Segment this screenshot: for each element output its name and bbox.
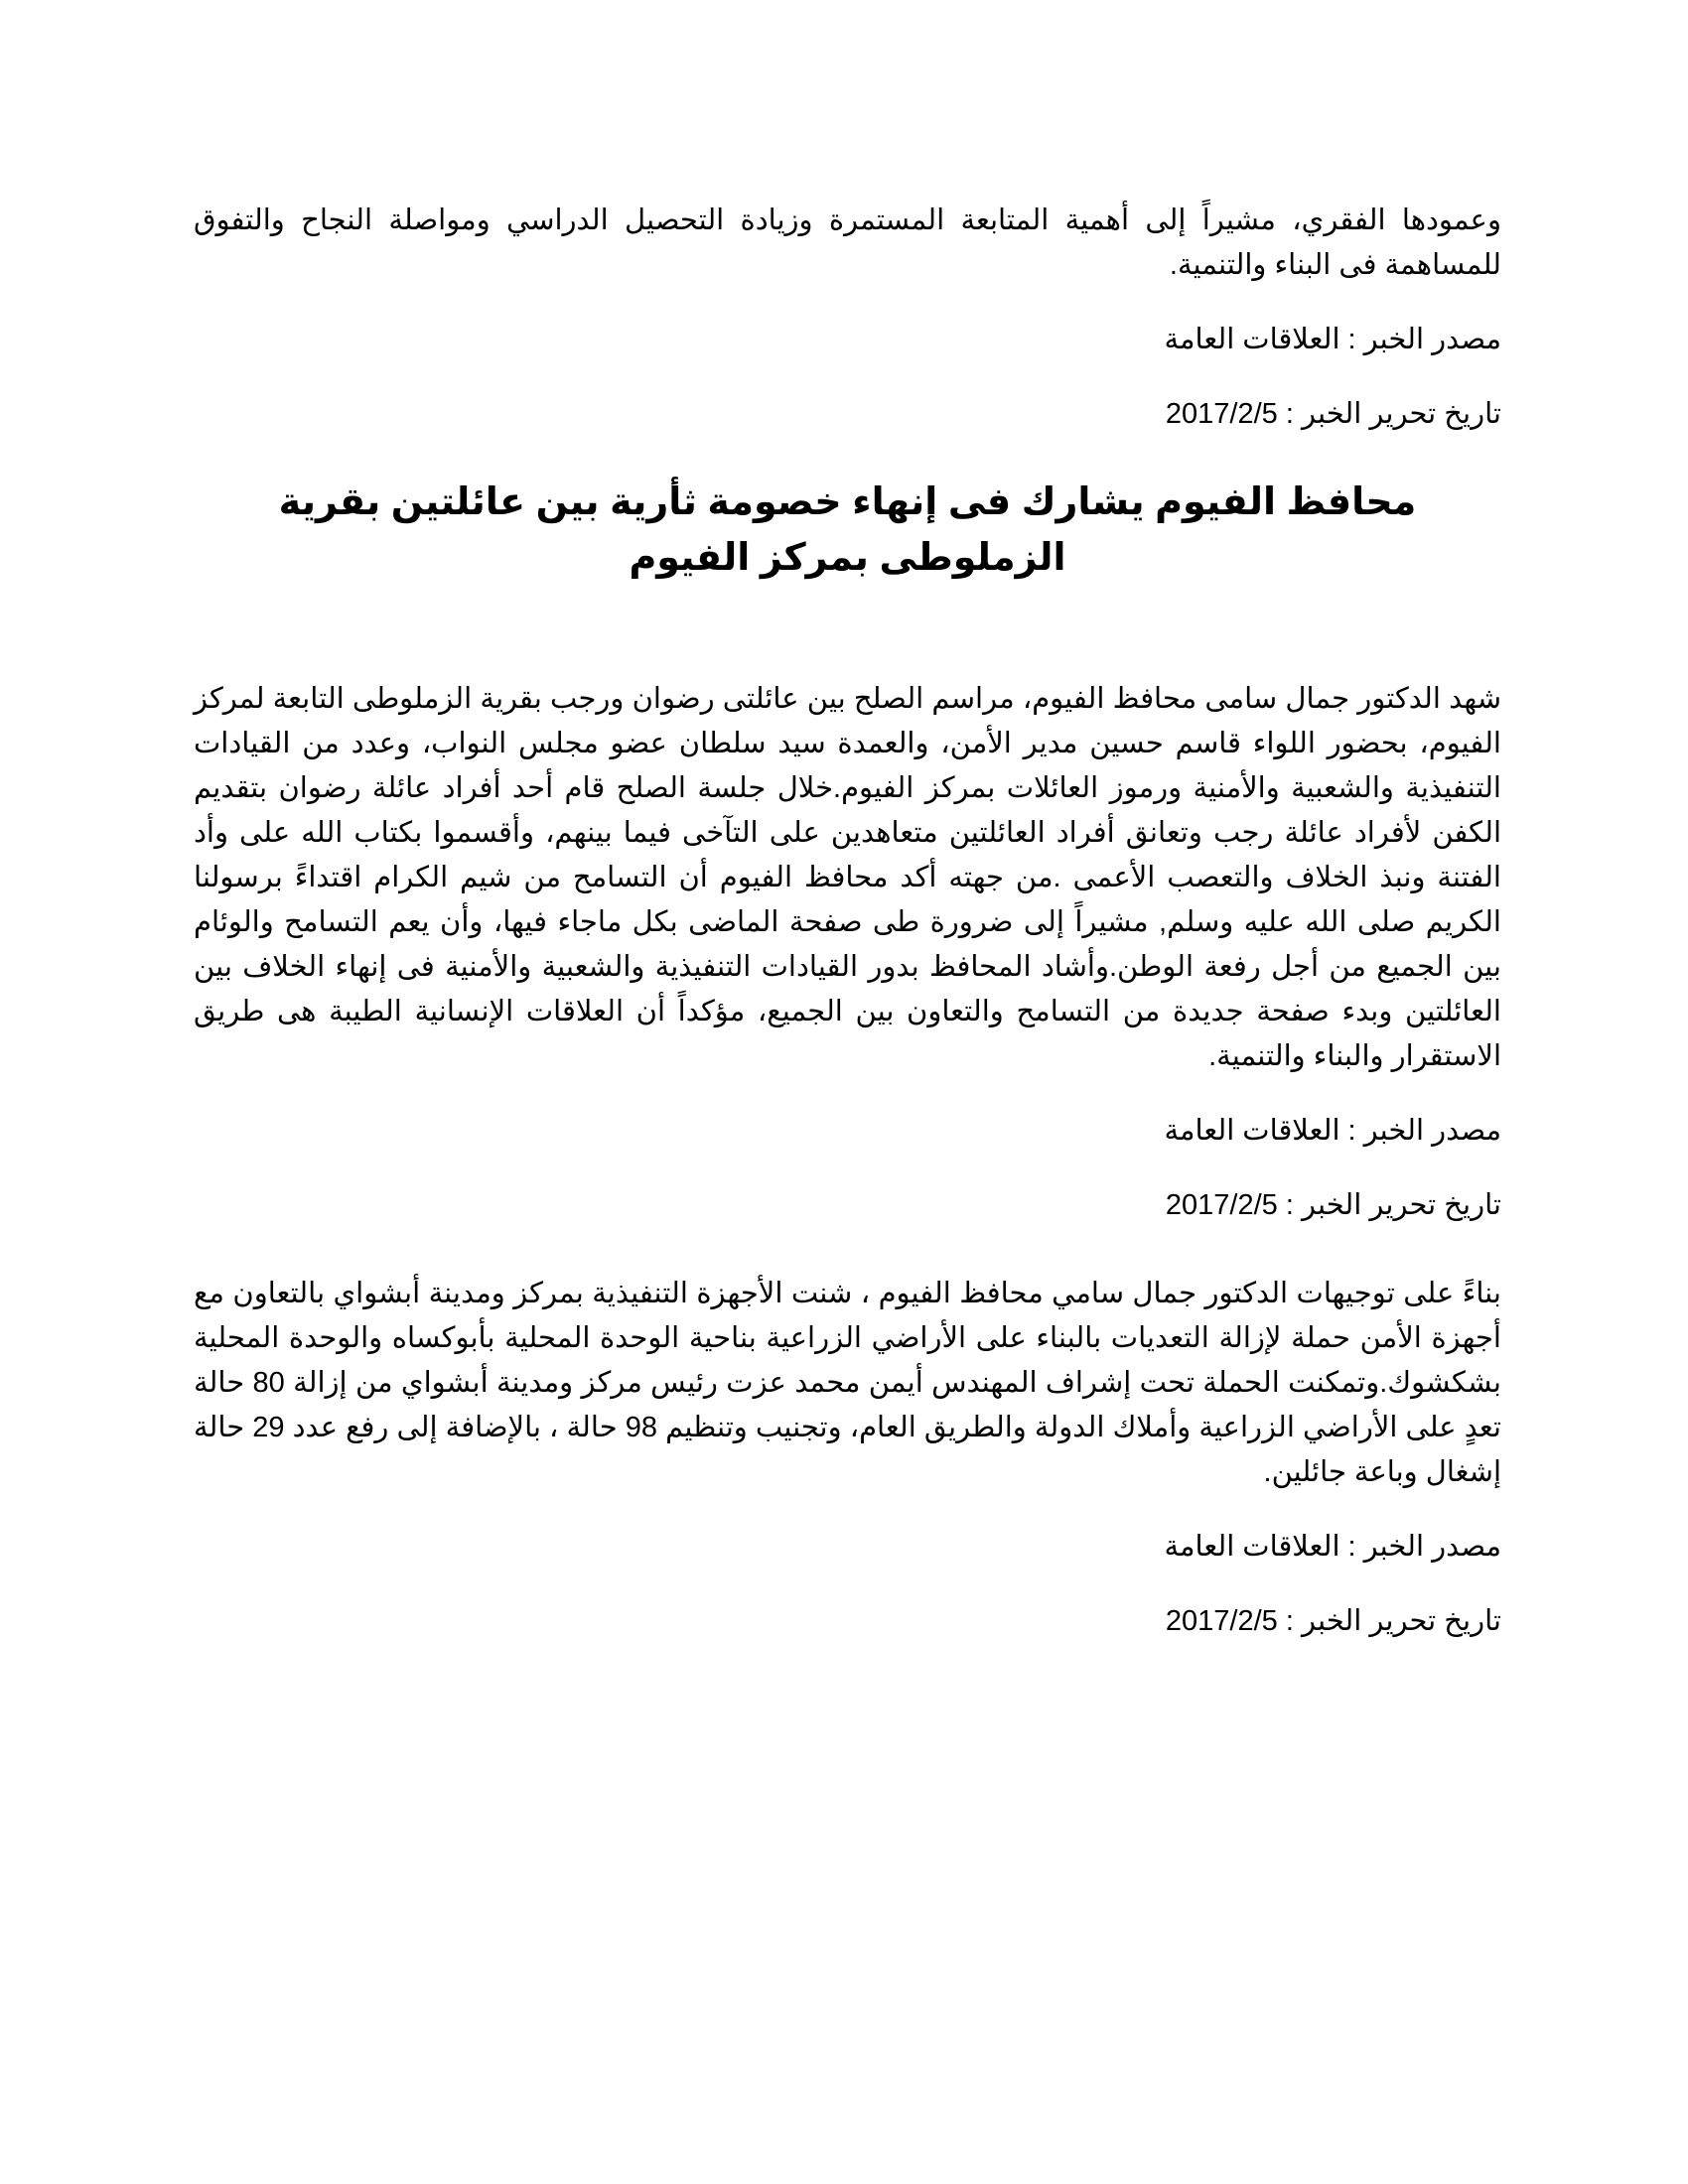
news-source-line: مصدر الخبر : العلاقات العامة <box>1164 1531 1501 1563</box>
spacer <box>194 1079 1501 1109</box>
news-source-line: مصدر الخبر : العلاقات العامة <box>1164 324 1501 355</box>
spacer <box>194 1570 1501 1599</box>
intro-paragraph: وعمودها الفقري، مشيراً إلى أهمية المتابعة المستمرة وزيادة التحصيل الدراسي ومواصلة النجاح والتفوق للمساهمة فى البناء والتنمية. <box>194 205 1501 281</box>
news-date-line: تاريخ تحرير الخبر : 2017/2/5 <box>1165 398 1501 430</box>
spacer <box>194 437 1501 475</box>
spacer <box>194 586 1501 677</box>
article-paragraph-reconciliation: شهد الدكتور جمال سامى محافظ الفيوم، مراسم الصلح بين عائلتى رضوان ورجب بقرية الزملوطى التابعة لمركز الفيوم، بحضور اللواء قاسم حسين مدير الأمن، والعمدة سيد سلطان عضو مجلس النواب، وعدد من القيادات التنفيذية والشعبية والأمنية ورموز العائلات بمركز الفيوم.خلال جلسة الصلح قام أحد أفراد عائلة رضوان بتقديم الكفن لأفراد عائلة رجب وتعانق أفراد العائلتين متعاهدين على التآخى فيما بينهم، وأقسموا بكتاب الله على وأد الفتنة ونبذ الخلاف والتعصب الأعمى .من جهته أكد محافظ الفيوم أن التسامح من شيم الكرام اقتداءً برسولنا الكريم صلى الله عليه وسلم, مشيراً إلى ضرورة طى صفحة الماضى بكل ماجاء فيها، وأن يعم التسامح والوئام بين الجميع من أجل رفعة الوطن.وأشاد المحافظ بدور القيادات التنفيذية والشعبية والأمنية فى إنهاء الخلاف بين العائلتين وبدء صفحة جديدة من التسامح والتعاون بين الجميع، مؤكداً أن العلاقات الإنسانية الطيبة هى طريق الاستقرار والبناء والتنمية. <box>194 683 1501 1072</box>
spacer <box>194 1154 1501 1183</box>
document-body <box>194 199 1501 1644</box>
spacer <box>194 288 1501 318</box>
spacer <box>194 1228 1501 1272</box>
article-headline: محافظ الفيوم يشارك فى إنهاء خصومة ثأرية بين عائلتين بقرية الزملوطى بمركز الفيوم <box>278 481 1417 579</box>
news-date-line: تاريخ تحرير الخبر : 2017/2/5 <box>1165 1189 1501 1221</box>
news-source-line: مصدر الخبر : العلاقات العامة <box>1164 1115 1501 1147</box>
article-paragraph-encroachments: بناءً على توجيهات الدكتور جمال سامي محافظ الفيوم ، شنت الأجهزة التنفيذية بمركز ومدينة أبشواي بالتعاون مع أجهزة الأمن حملة لإزالة التعديات بالبناء على الأراضي الزراعية بناحية الوحدة المحلية بأبوكساه والوحدة المحلية بشكشوك.وتمكنت الحملة تحت إشراف المهندس أيمن محمد عزت رئيس مركز ومدينة أبشواي من إزالة 80 حالة تعدٍ على الأراضي الزراعية وأملاك الدولة والطريق العام، وتجنيب وتنظيم 98 حالة ، بالإضافة إلى رفع عدد 29 حالة إشغال وباعة جائلين. <box>194 1278 1501 1488</box>
news-date-line: تاريخ تحرير الخبر : 2017/2/5 <box>1165 1605 1501 1637</box>
spacer <box>194 1495 1501 1525</box>
spacer <box>194 362 1501 392</box>
